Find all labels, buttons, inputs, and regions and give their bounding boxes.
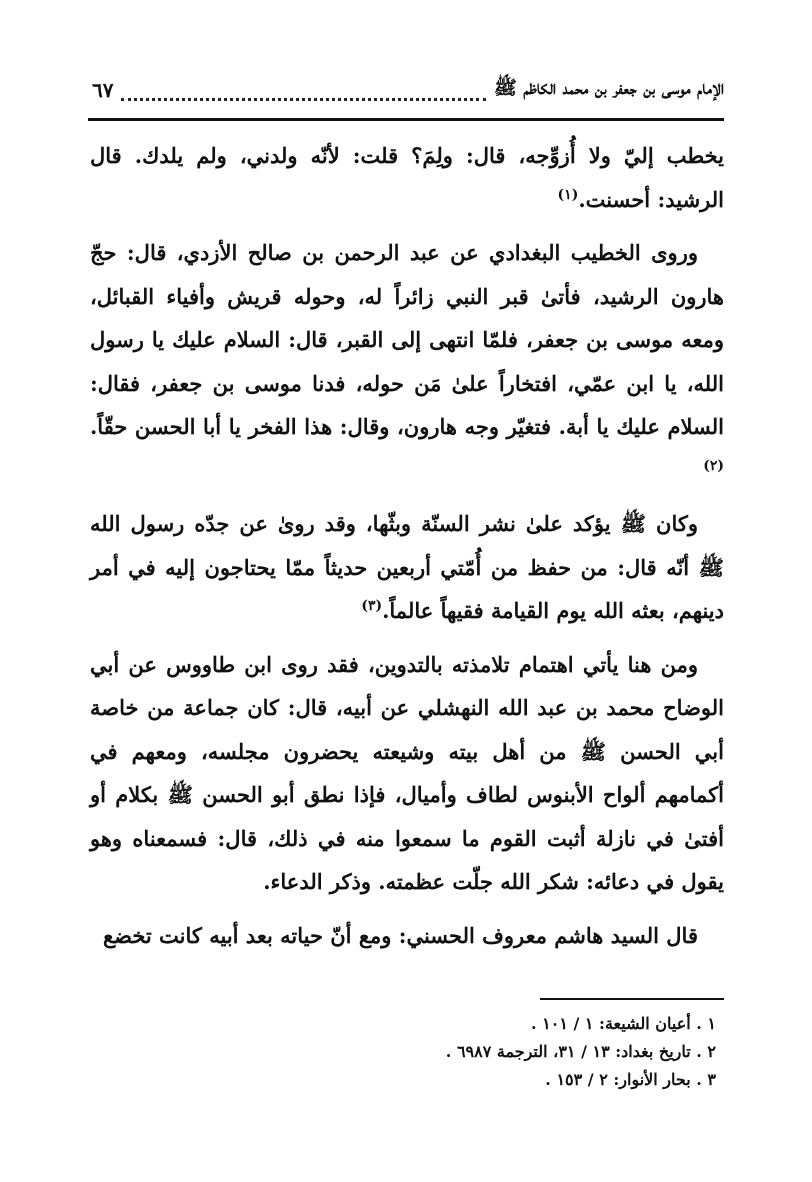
footnotes — [330, 1010, 716, 1094]
paragraph — [90, 643, 724, 904]
paragraph-text: قال السيد هاشم معروف الحسني: ومع أنّ حياته بعد أبيه كانت تخضع — [102, 922, 698, 948]
footnote-item: ٢ . تاريخ بغداد: ١٣ / ٣١، الترجمة ٦٩٨٧ . — [445, 1042, 716, 1061]
header-title: الإمام موسى بن جعفر بن محمد الكاظم ﷺ — [493, 77, 724, 99]
main-text — [90, 134, 724, 957]
header-leader-dots — [121, 80, 485, 101]
paragraph-text: ومن هنا يأتي اهتمام تلامذته بالتدوين، فقد روى ابن طاووس عن أبي الوضاح محمد بن عبد الله النهشلي عن أبيه، قال: كان جماعة من خاصة أبي الحسن ﷺ من أهل بيته وشيعته يحضرون مجلسه، ومعهم في أكمامهم ألواح الأبنوس لطاف وأميال، فإذا نطق أبو الحسن ﷺ بكلام أو أفتىٰ في نازلة أثبت القوم ما سمعوا منه في ذلك، قال: فسمعناه وهو يقول في دعائه: شكر الله جلّت عظمته. وذكر الدعاء. — [90, 651, 724, 894]
footnote-marker[interactable]: (١) — [557, 186, 579, 203]
footnote-separator — [540, 998, 724, 1000]
page-number: ٦٧ — [92, 78, 114, 102]
paragraph — [90, 914, 724, 958]
paragraph-text: وروى الخطيب البغدادي عن عبد الرحمن بن صالح الأزدي، قال: حجّ هارون الرشيد، فأتىٰ قبر النبي زائراً له، وحوله قريش وأفياء القبائل، ومعه موسى بن جعفر، فلمّا انتهى إلى القبر، قال: السلام عليك يا رسول الله، يا ابن عمّي، افتخاراً علىٰ مَن حوله، فدنا موسى بن جعفر، فقال: السلام عليك يا أبة. فتغيّر وجه هارون، وقال: هذا الفخر يا أبا الحسن حقّاً. — [90, 240, 724, 439]
footnote-marker[interactable]: (٣) — [361, 598, 383, 614]
paragraph — [90, 502, 724, 633]
paragraph-text: وكان ﷺ يؤكد علىٰ نشر السنّة وبثّها، وقد روىٰ عن جدّه رسول الله ﷺ أنّه قال: من حفظ من أُمّتي أربعين حديثاً ممّا يحتاجون إليه في أمر دينهم، بعثه الله يوم القيامة فقيهاً عالماً. — [90, 511, 724, 623]
footnote-marker[interactable]: (٢) — [703, 457, 724, 474]
footnote-item: ٣ . بحار الأنوار: ٢ / ١٥٣ . — [545, 1070, 716, 1089]
footnote-item: ١ . أعيان الشيعة: ١ / ١٠١ . — [530, 1014, 716, 1033]
paragraph — [90, 134, 724, 221]
running-header — [92, 70, 724, 110]
header-rule — [88, 118, 724, 121]
paragraph-text: يخطب إليّ ولا أُزوِّجه، قال: ولِمَ؟ قلت: لأنّه ولدني، ولم يلدك. قال الرشيد: أحسنت. — [90, 143, 724, 212]
paragraph — [90, 231, 724, 492]
